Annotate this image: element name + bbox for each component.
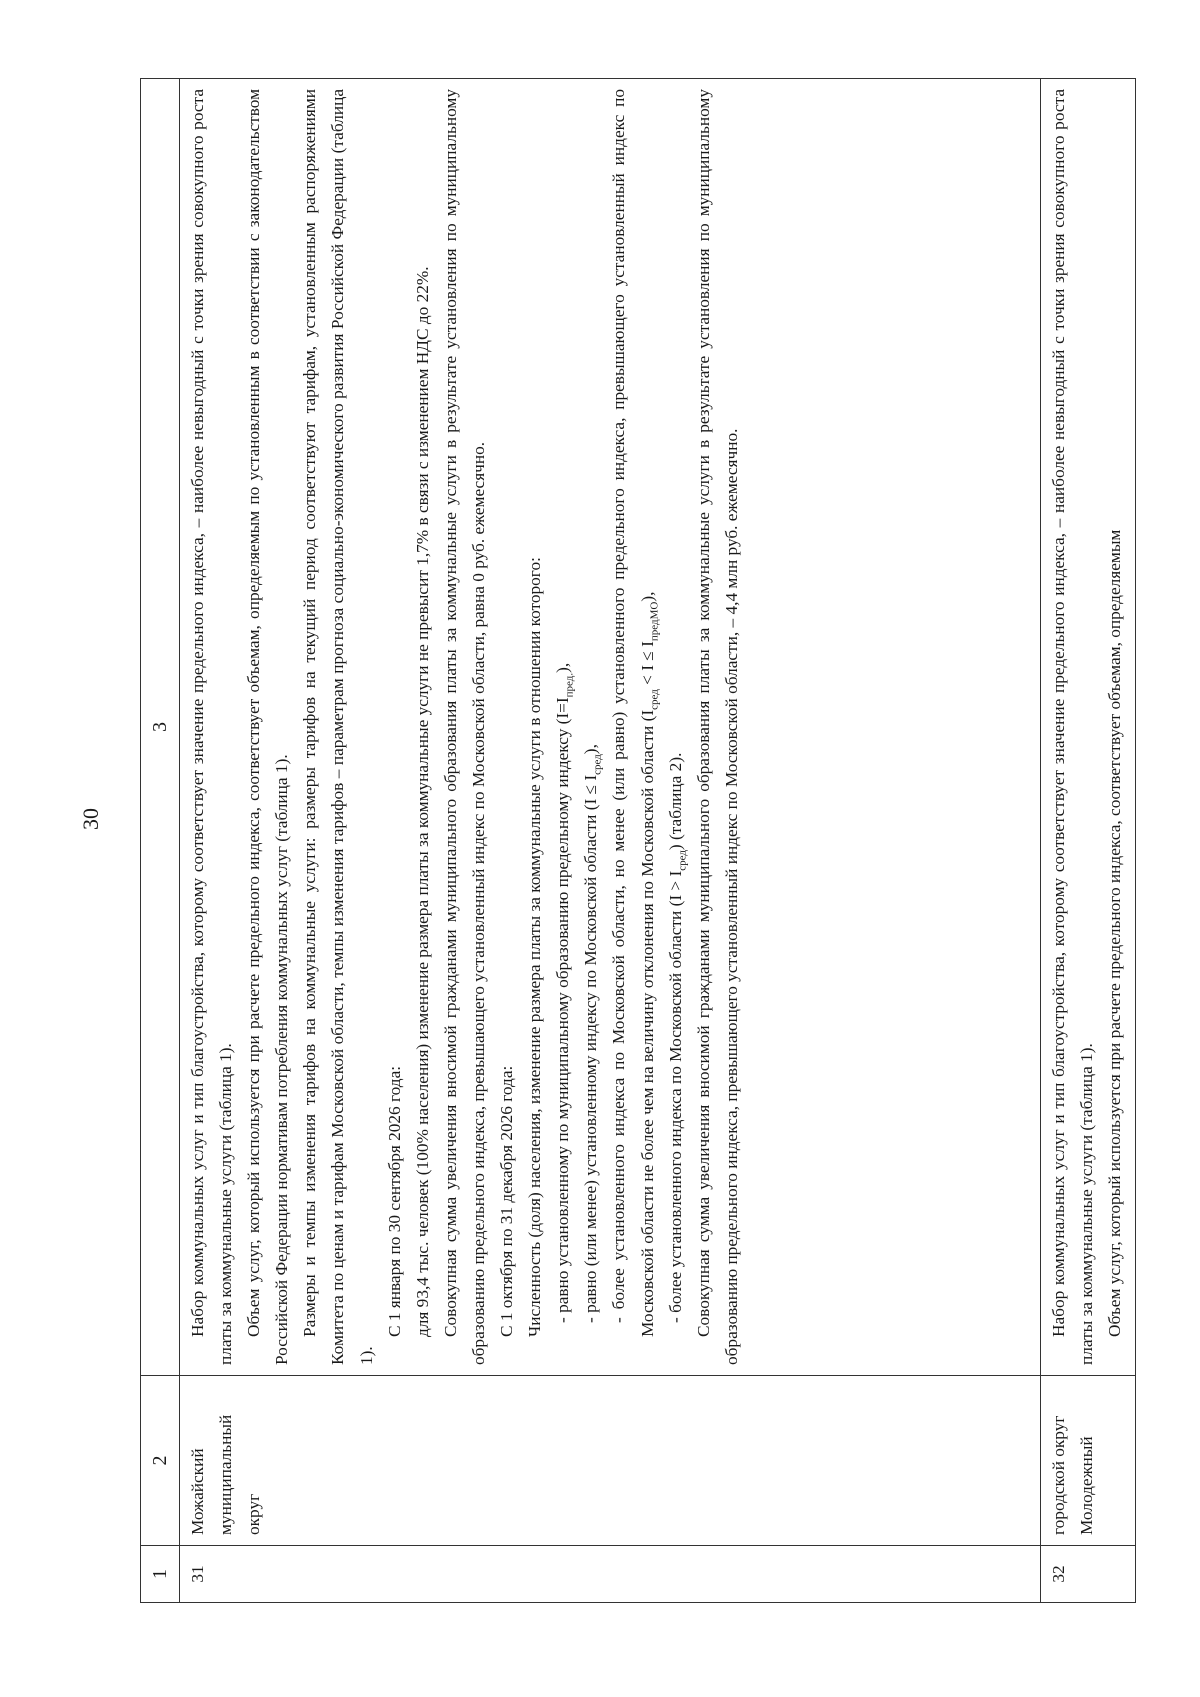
list-item: - более установленного индекса по Московской области $(I > I_{сред})$ (таблица 2). <box>665 752 689 1323</box>
paragraph: Совокупная сумма увеличения вносимой гражданами муниципального образования платы за коммунальные услуги в результате установления по муниципальному образованию предельного индекса, превышающего установленный индекс по Московской области, – 4,4 млн руб. ежемесячно. <box>693 89 741 1365</box>
paragraph: Численность (доля) населения, изменение размера платы за коммунальные услуги в отношении которого: <box>525 557 545 1337</box>
paragraph: Совокупная сумма увеличения вносимой гражданами муниципального образования платы за коммунальные услуги в результате установления по муниципальному образованию предельного индекса, превышающего установленный индекс по Московской области, равна 0 руб. ежемесячно. <box>440 89 488 1365</box>
header-col-1: 1 <box>141 1546 180 1603</box>
paragraph: Размеры и темпы изменения тарифов на коммунальные услуги: размеры тарифов на текущий период соответствуют тарифам, установленным распоряжениями Комитета по ценам и тарифам Московской области, темпы изменения тарифов – параметрам прогноза социально-экономического развития Российской Федерации (таблица 1). <box>300 89 376 1365</box>
header-col-2: 2 <box>141 1376 180 1546</box>
header-col-3: 3 <box>141 79 180 1376</box>
row-number: 32 <box>1041 1546 1136 1603</box>
indices-table <box>140 78 1136 1603</box>
list-item: - равно (или менее) установленному индексу по Московской области $(I \le I_{сред})$, <box>581 744 604 1323</box>
rotated-table <box>140 78 1125 1603</box>
table-header-row <box>141 79 180 1603</box>
table-container <box>140 78 1125 1603</box>
row-number: 31 <box>180 1546 1041 1603</box>
row-description <box>1041 79 1136 1376</box>
table-row <box>180 79 1041 1603</box>
paragraph: Объем услуг, который используется при расчете предельного индекса, соответствует объемам, определяемым <box>1105 529 1125 1337</box>
municipality-name: Можайский муниципальный округ <box>180 1376 1041 1546</box>
paragraph: С 1 октября по 31 декабря 2026 года: <box>497 1065 517 1337</box>
list-item: - равно установленному по муниципальному образованию предельному индексу $(I=I_{пред.})$, <box>553 662 576 1323</box>
list-item: - более установленного индекса по Московской области, но менее (или равно) установленного предельного индекса, превышающего установленный индекс по Московской области не более чем на величину отклонения по Московской области $(I_{сред} < I \le I_{предМО})$, <box>609 89 660 1337</box>
paragraph: для 93,4 тыс. человек (100% населения) изменение размера платы за коммунальные услуги не превысит 1,7% в связи с изменением НДС до 22%. <box>412 266 432 1337</box>
paragraph: Объем услуг, который используется при расчете предельного индекса, соответствует объемам, определяемым по установленным в соответствии с законодательством Российской Федерации нормативам потребления коммунальных услуг (таблица 1). <box>244 89 292 1365</box>
paragraph: Набор коммунальных услуг и тип благоустройства, которому соответствует значение предельного индекса, – наиболее невыгодный с точки зрения совокупного роста платы за коммунальные услуги (таблица 1). <box>188 89 236 1365</box>
paragraph: Набор коммунальных услуг и тип благоустройства, которому соответствует значение предельного индекса, – наиболее невыгодный с точки зрения совокупного роста платы за коммунальные услуги (таблица 1). <box>1049 89 1097 1365</box>
paragraph: С 1 января по 30 сентября 2026 года: <box>384 1065 404 1337</box>
municipality-name: городской округ Молодежный <box>1041 1376 1136 1546</box>
page-number: 30 <box>78 808 103 830</box>
table-row <box>1041 79 1136 1603</box>
row-description <box>180 79 1041 1376</box>
